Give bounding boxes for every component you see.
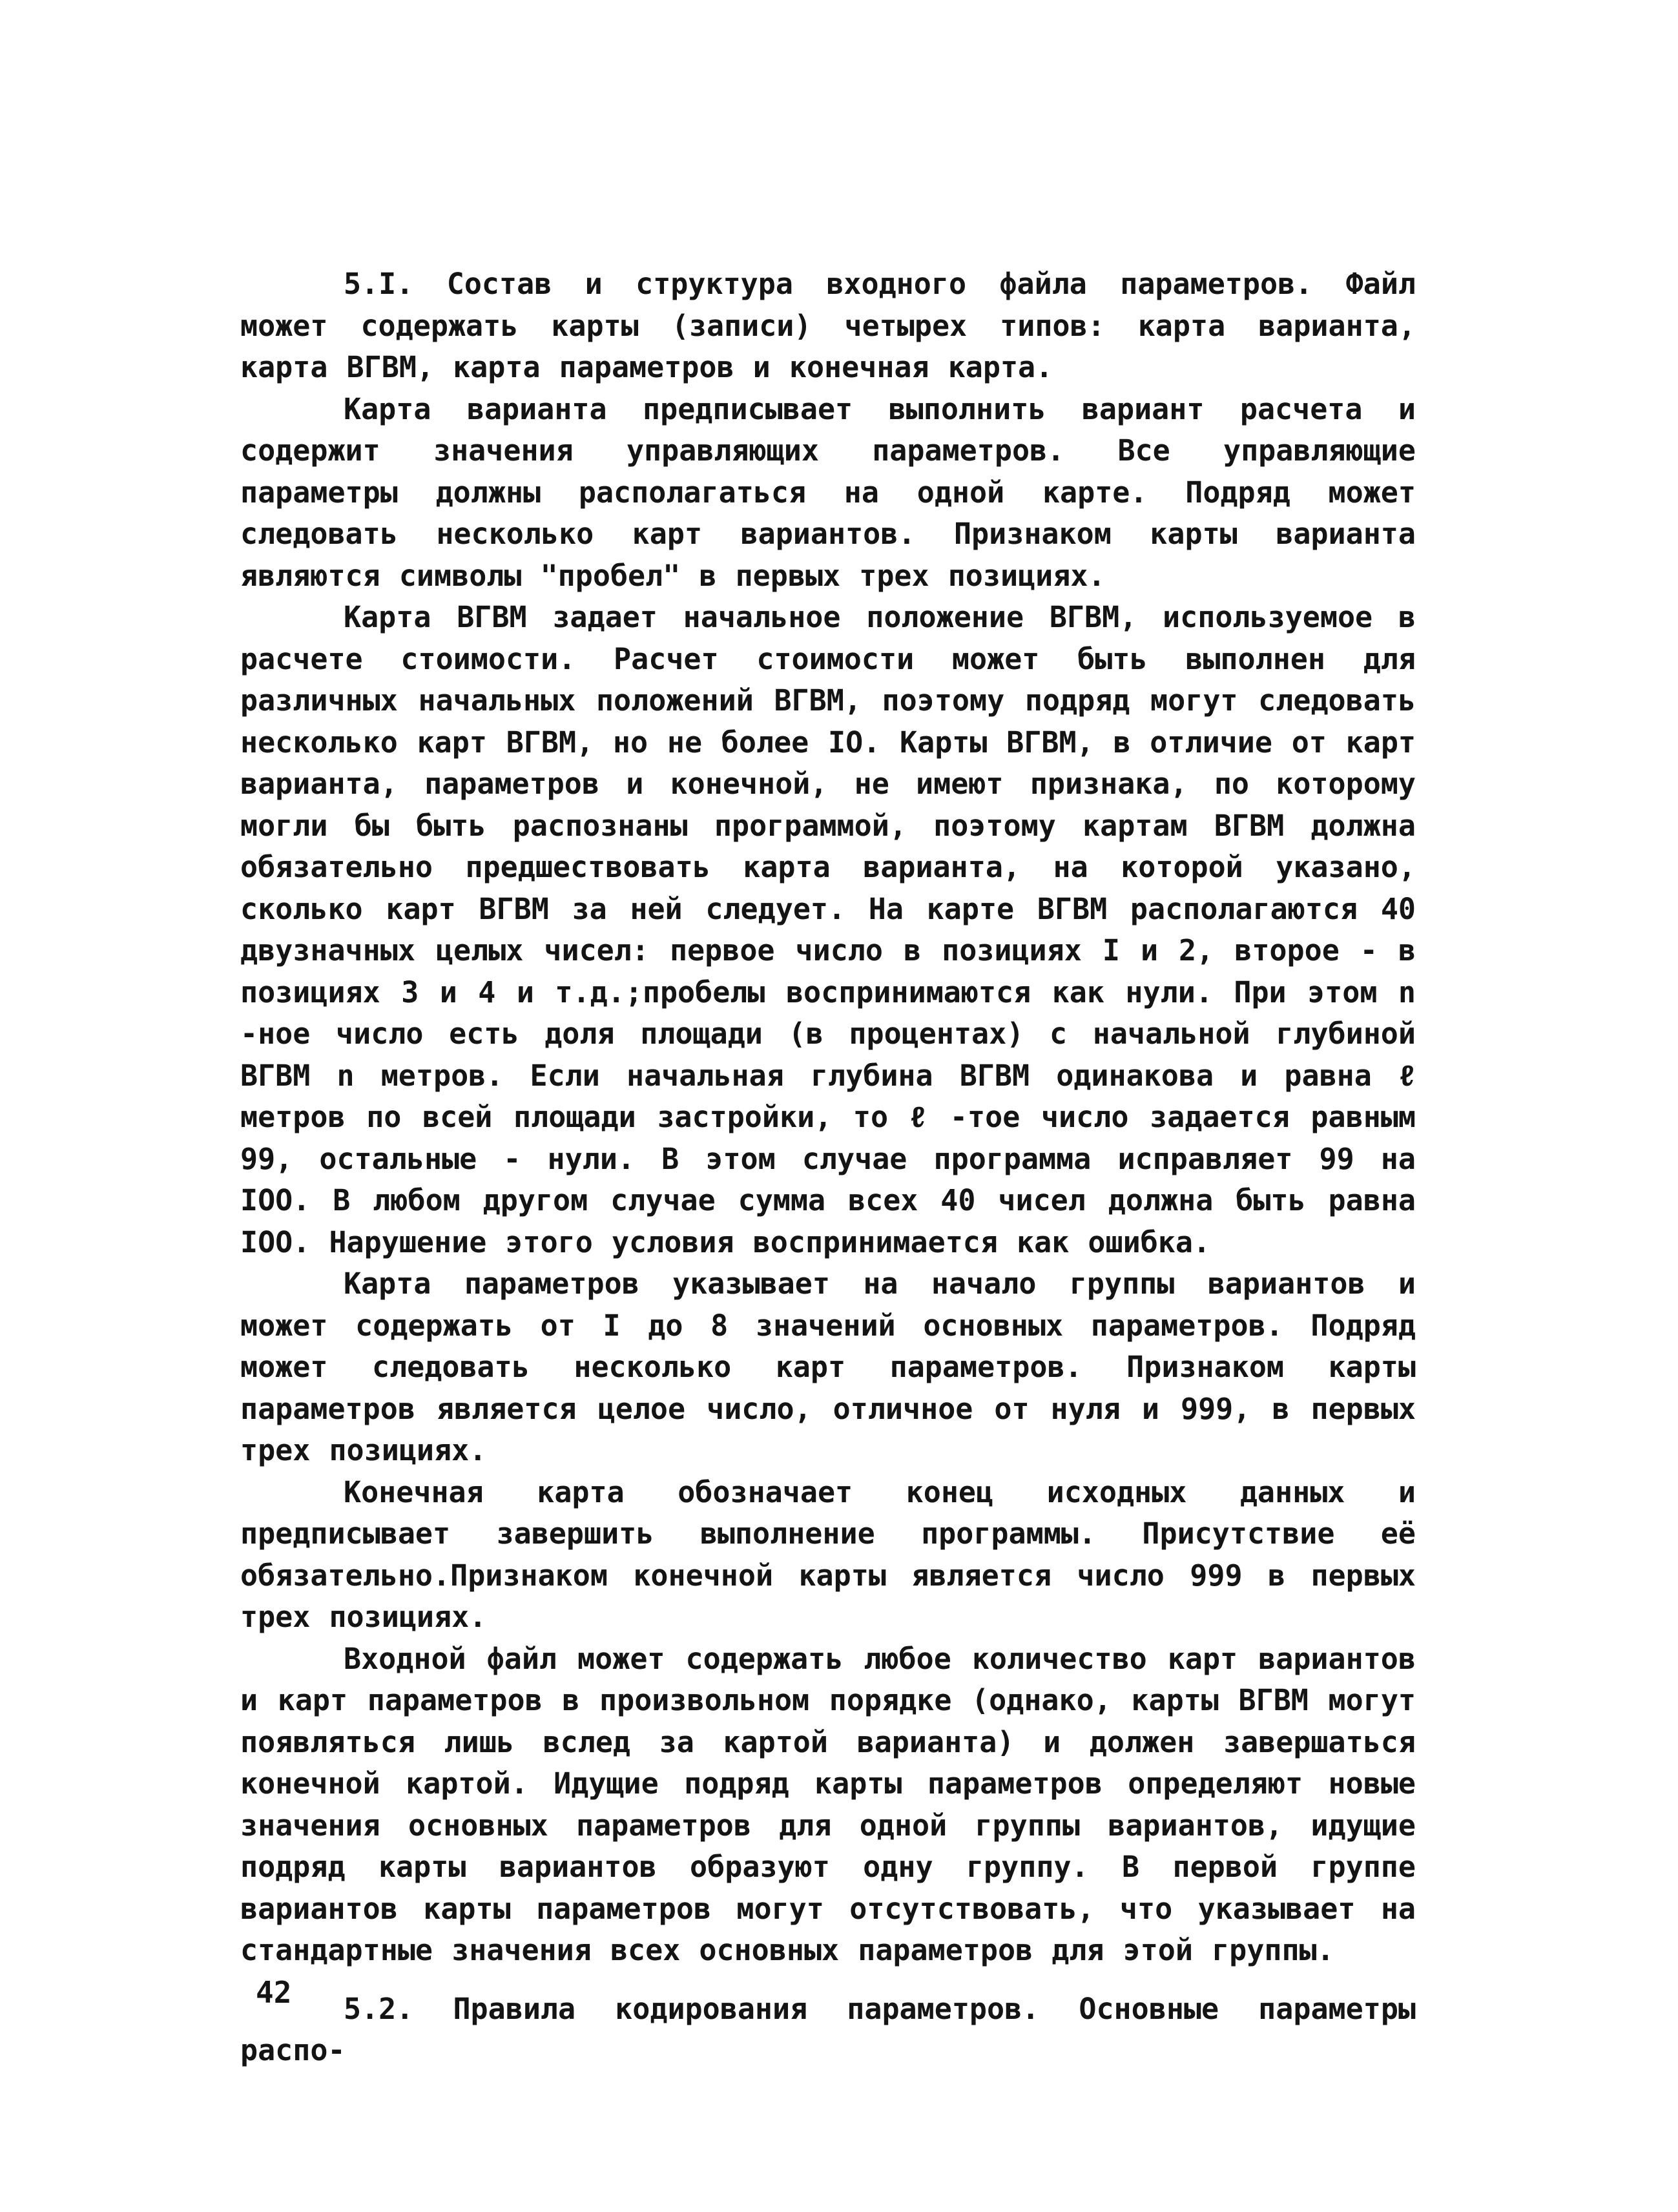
paragraph-input-file: Входной файл может содержать любое количество карт вариантов и карт параметров в произвольном порядке (однако, карты ВГВМ могут появляться лишь вслед за картой варианта) и должен завершаться конечной картой. Идущие подряд карты параметров определяют новые значения основных параметров для одной группы вариантов, идущие подряд карты вариантов образуют одну группу. В первой группе вариантов карты параметров могут отсутствовать, что указывает на стандартные значения всех основных параметров для этой группы. xyxy=(240,1641,1416,1967)
paragraph-5-1-intro: 5.I. Состав и структура входного файла параметров. Файл может содержать карты (записи) четырех типов: карта варианта, карта ВГВМ, карта параметров и конечная карта. xyxy=(240,267,1416,384)
paragraph-parameter-card: Карта параметров указывает на начало группы вариантов и может содержать от I до 8 значений основных параметров. Подряд может следовать несколько карт параметров. Признаком карты параметров является целое число, отличное от нуля и 999, в первых трех позициях. xyxy=(240,1266,1416,1467)
body-text xyxy=(240,264,1416,2072)
page-number: 42 xyxy=(256,1975,292,2010)
paragraph-5-2-heading: 5.2. Правила кодирования параметров. Основные параметры распо- xyxy=(240,1991,1416,2067)
paragraph-vgvm-card: Карта ВГВМ задает начальное положение ВГВМ, используемое в расчете стоимости. Расчет стоимости может быть выполнен для различных начальных положений ВГВМ, поэтому подряд могут следовать несколько карт ВГВМ, но не более IO. Карты ВГВМ, в отличие от карт варианта, параметров и конечной, не имеют признака, по которому могли бы быть распознаны программой, поэтому картам ВГВМ должна обязательно предшествовать карта варианта, на которой указано, сколько карт ВГВМ за ней следует. На карте ВГВМ располагаются 40 двузначных целых чисел: первое число в позициях I и 2, второе - в позициях 3 и 4 и т.д.;пробелы воспринимаются как нули. При этом n -ное число есть доля площади (в процентах) с начальной глубиной ВГВМ n метров. Если начальная глубина ВГВМ одинакова и равна ℓ метров по всей площади застройки, то ℓ -тое число задается равным 99, остальные - нули. В этом случае программа исправляет 99 на IOO. В любом другом случае сумма всех 40 чисел должна быть равна IOO. Нарушение этого условия воспринимается как ошибка. xyxy=(240,600,1416,1259)
paragraph-final-card: Конечная карта обозначает конец исходных данных и предписывает завершить выполнение программы. Присутствие её обязательно.Признаком конечной карты является число 999 в первых трех позициях. xyxy=(240,1474,1416,1634)
paragraph-variant-card: Карта варианта предписывает выполнить вариант расчета и содержит значения управляющих параметров. Все управляющие параметры должны располагаться на одной карте. Подряд может следовать несколько карт вариантов. Признаком карты варианта являются символы "пробел" в первых трех позициях. xyxy=(240,391,1416,593)
